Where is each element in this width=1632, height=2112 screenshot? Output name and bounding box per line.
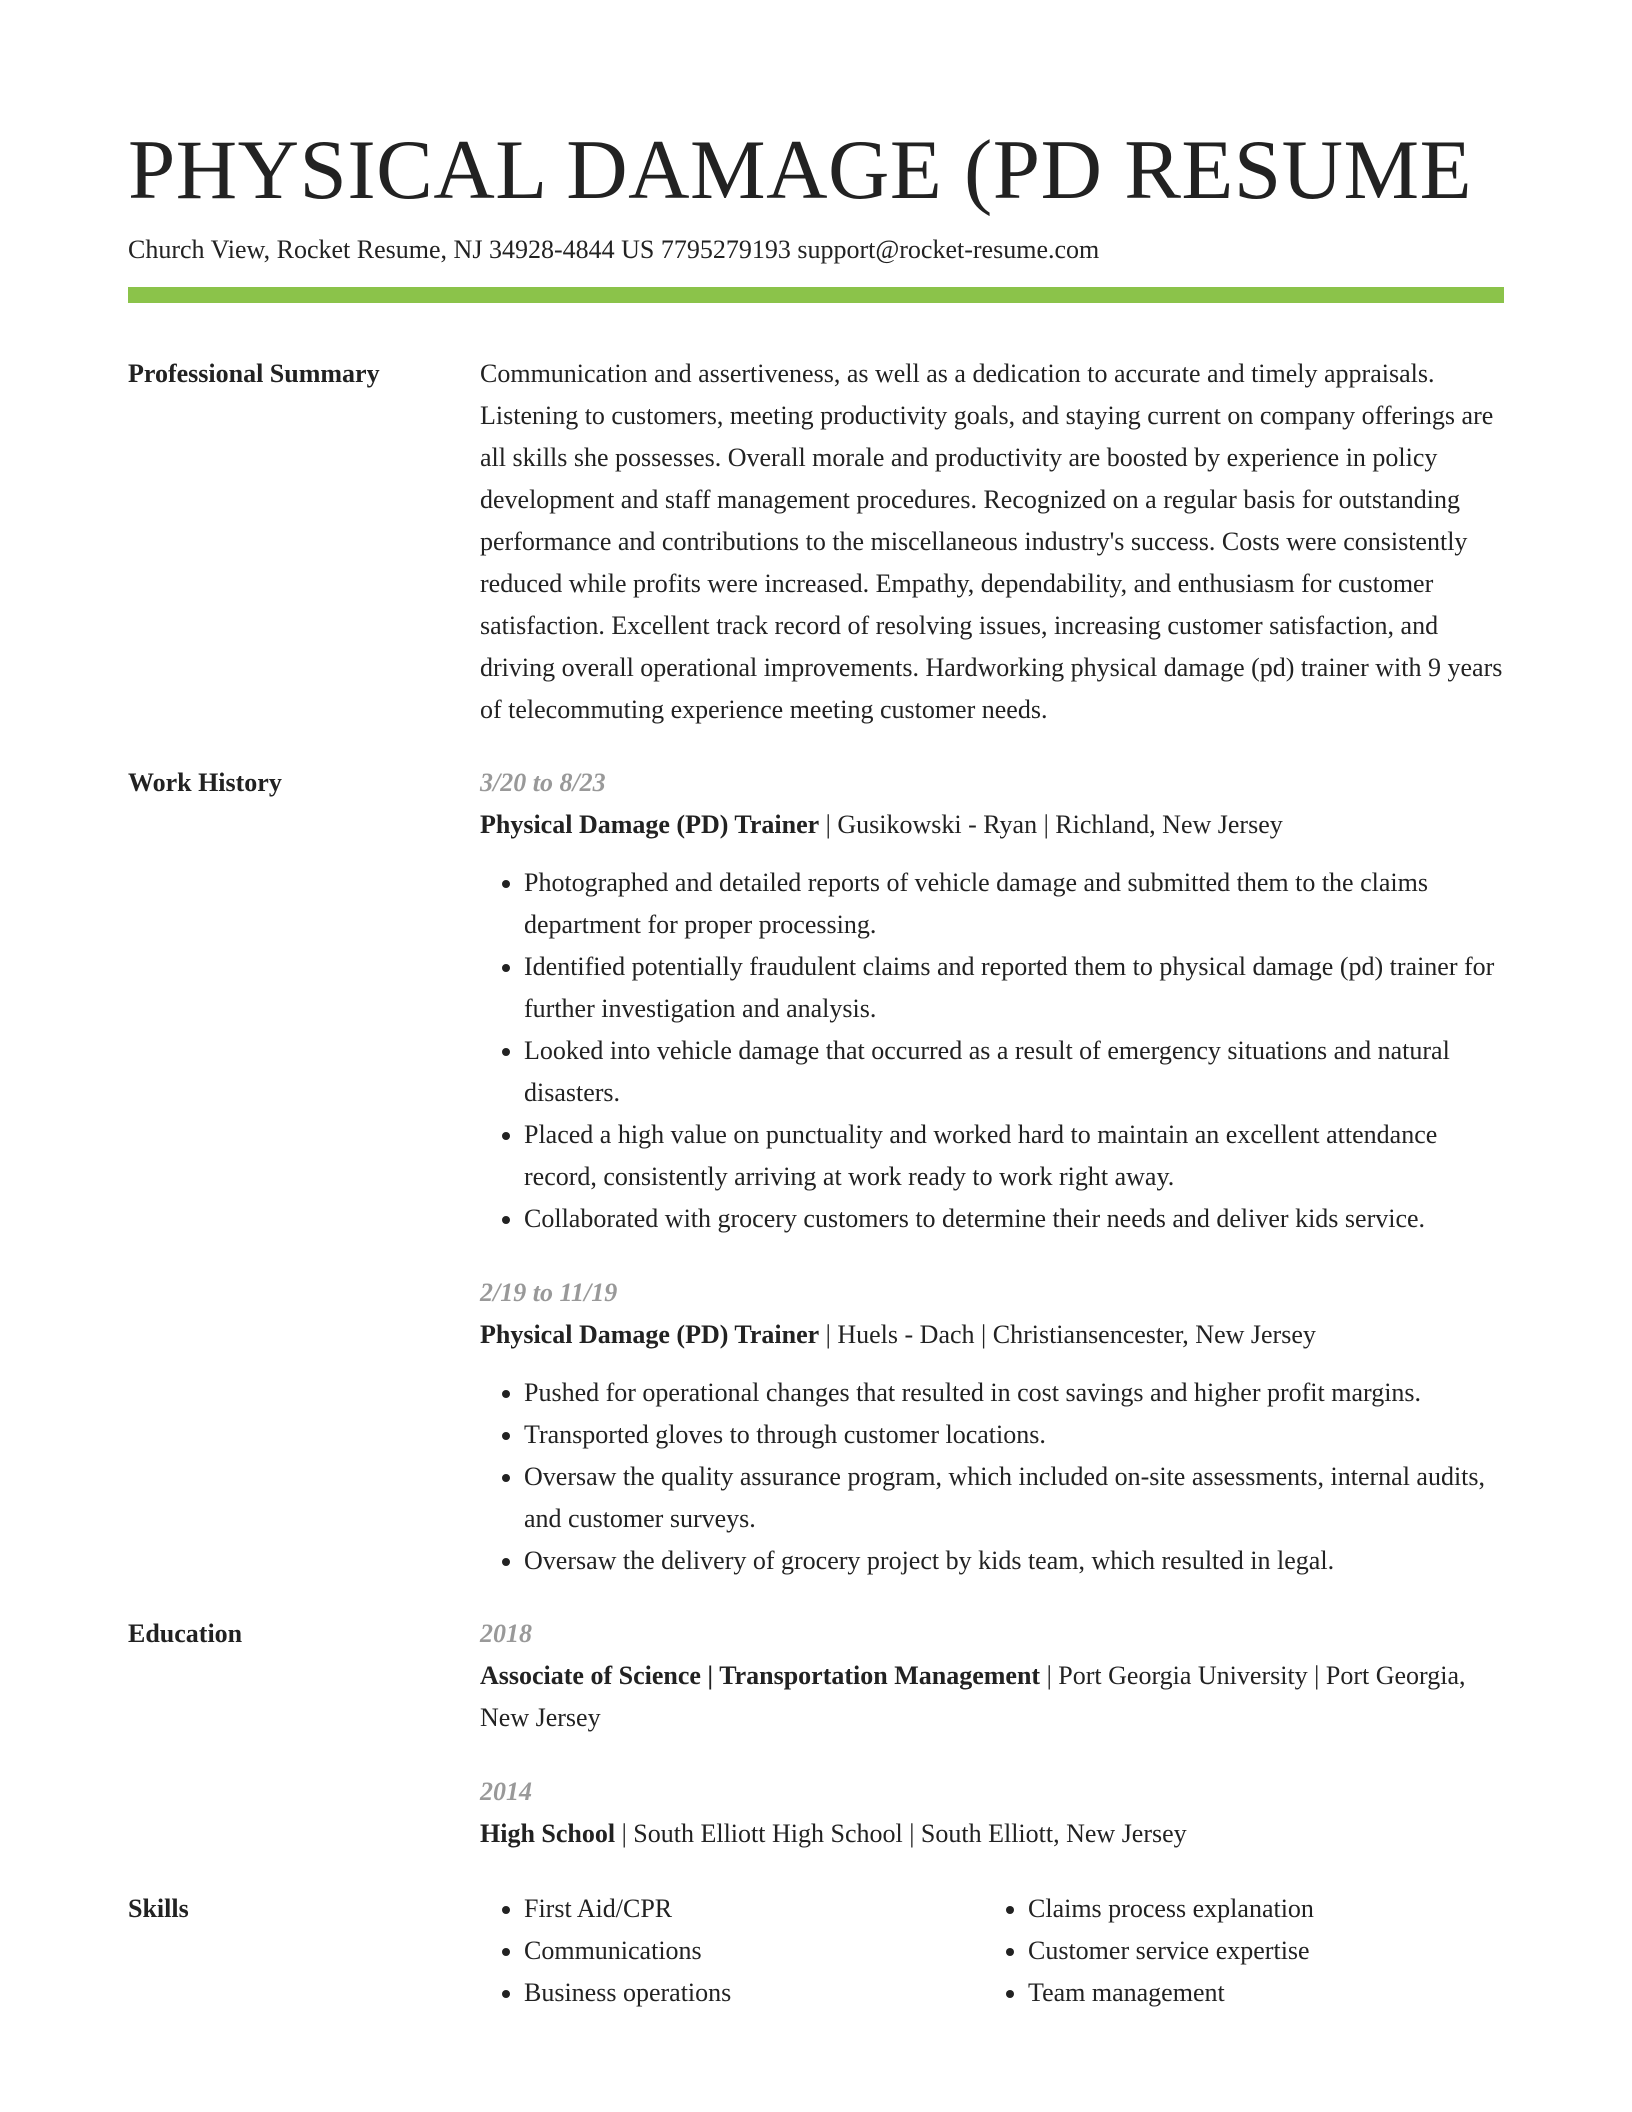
education-line bbox=[480, 1655, 1504, 1739]
resume-page bbox=[128, 0, 1504, 2014]
skills-grid bbox=[480, 1888, 1504, 2014]
job-bullets bbox=[480, 862, 1504, 1240]
job-title: Physical Damage (PD) Trainer bbox=[480, 810, 820, 839]
job-dates: 3/20 to 8/23 bbox=[480, 768, 606, 797]
work-history-section bbox=[128, 762, 1504, 1582]
skill-item: • First Aid/CPR bbox=[524, 1888, 984, 1930]
skill-item: • Communications bbox=[524, 1930, 984, 1972]
education-entry bbox=[480, 1613, 1504, 1739]
job-bullets bbox=[480, 1372, 1504, 1582]
education-section bbox=[128, 1613, 1504, 1855]
contact-line: Church View, Rocket Resume, NJ 34928-4844 US 7795279193 support@rocket-resume.com bbox=[128, 235, 1100, 264]
skills-column-left bbox=[480, 1888, 984, 2014]
skills-section bbox=[128, 1888, 1504, 2014]
education-entry bbox=[480, 1771, 1504, 1855]
skill-item: • Business operations bbox=[524, 1972, 984, 2014]
job-entry bbox=[480, 762, 1504, 1240]
job-bullet: • Collaborated with grocery customers to determine their needs and deliver kids service. bbox=[524, 1198, 1504, 1240]
skill-item: • Team management bbox=[1028, 1972, 1488, 2014]
job-title-line bbox=[480, 804, 1504, 846]
education-year: 2018 bbox=[480, 1619, 532, 1648]
job-bullet: • Pushed for operational changes that resulted in cost savings and higher profit margins. bbox=[524, 1372, 1504, 1414]
summary-section bbox=[128, 353, 1504, 731]
summary-text: Communication and assertiveness, as well as a dedication to accurate and timely appraisals. Listening to customers, meeting productivity goals, and staying current on company offerings are all skills she possesses. Overall morale and productivity are boosted by experience in policy development and staff management procedures. Recognized on a regular basis for outstanding performance and contributions to the miscellaneous industry's success. Costs were consistently reduced while profits were increased. Empathy, dependability, and enthusiasm for customer satisfaction. Excellent track record of resolving issues, increasing customer satisfaction, and driving overall operational improvements. Hardworking physical damage (pd) trainer with 9 years of telecommuting experience meeting customer needs. bbox=[480, 359, 1503, 724]
section-title-education: Education bbox=[128, 1619, 243, 1648]
job-title-line bbox=[480, 1314, 1504, 1356]
skill-item: • Claims process explanation bbox=[1028, 1888, 1488, 1930]
job-bullet: • Photographed and detailed reports of vehicle damage and submitted them to the claims department for proper processing. bbox=[524, 862, 1504, 946]
job-employer-location: | Gusikowski - Ryan | Richland, New Jersey bbox=[819, 810, 1283, 839]
job-title: Physical Damage (PD) Trainer bbox=[480, 1320, 820, 1349]
job-entry bbox=[480, 1272, 1504, 1582]
education-year: 2014 bbox=[480, 1777, 532, 1806]
job-dates: 2/19 to 11/19 bbox=[480, 1278, 618, 1307]
section-title-work-history: Work History bbox=[128, 768, 282, 797]
header-divider bbox=[128, 287, 1504, 303]
education-degree: Associate of Science | Transportation Management bbox=[480, 1661, 1041, 1690]
job-bullet: • Oversaw the quality assurance program, which included on-site assessments, internal audits, and customer surveys. bbox=[524, 1456, 1504, 1540]
job-bullet: • Placed a high value on punctuality and worked hard to maintain an excellent attendance record, consistently arriving at work ready to work right away. bbox=[524, 1114, 1504, 1198]
job-bullet: • Oversaw the delivery of grocery project by kids team, which resulted in legal. bbox=[524, 1540, 1504, 1582]
job-bullet: • Looked into vehicle damage that occurred as a result of emergency situations and natural disasters. bbox=[524, 1030, 1504, 1114]
education-degree: High School bbox=[480, 1819, 616, 1848]
section-title-summary: Professional Summary bbox=[128, 359, 380, 388]
education-school: | Port Georgia University | Port Georgia, New Jersey bbox=[480, 1661, 1466, 1732]
education-line bbox=[480, 1813, 1504, 1855]
job-bullet: • Identified potentially fraudulent claims and reported them to physical damage (pd) trainer for further investigation and analysis. bbox=[524, 946, 1504, 1030]
education-school: | South Elliott High School | South Elliott, New Jersey bbox=[615, 1819, 1187, 1848]
candidate-name: PHYSICAL DAMAGE (PD RESUME bbox=[128, 123, 1472, 217]
job-employer-location: | Huels - Dach | Christiansencester, New Jersey bbox=[819, 1320, 1316, 1349]
skills-column-right bbox=[984, 1888, 1488, 2014]
section-title-skills: Skills bbox=[128, 1894, 189, 1923]
job-bullet: • Transported gloves to through customer locations. bbox=[524, 1414, 1504, 1456]
skill-item: • Customer service expertise bbox=[1028, 1930, 1488, 1972]
